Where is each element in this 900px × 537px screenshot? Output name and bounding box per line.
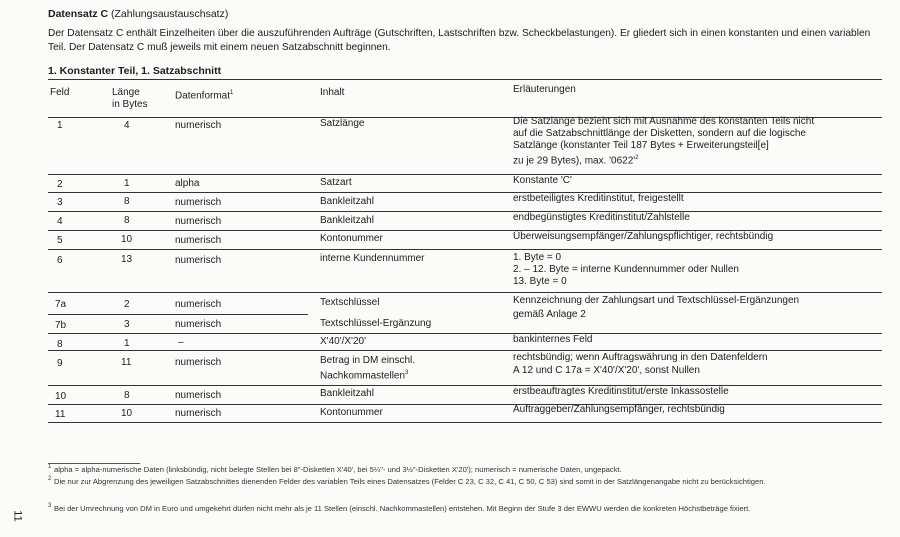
cell-laenge: 10 (121, 408, 133, 419)
cell-erl: Die Satzlänge bezieht sich mit Ausnahme des konstanten Teils nicht (513, 116, 815, 127)
cell-format: numerisch (175, 408, 222, 419)
cell-laenge: 1 (124, 338, 130, 349)
header-feld: Feld (50, 87, 70, 98)
cell-format: numerisch (175, 255, 222, 266)
header-datenformat-text: Datenformat (175, 90, 231, 102)
footnote-text: alpha = alpha-numerische Daten (linksbündig, nicht belegte Stellen bei 8"-Disketten X'40', bei 5¼"- und 3½"-Disketten X'20'); numerisch = numerische Daten, ungepackt. (54, 465, 622, 474)
cell-feld: 2 (57, 179, 63, 190)
section-heading: 1. Konstanter Teil, 1. Satzabschnitt (48, 65, 222, 77)
cell-inhalt: Betrag in DM einschl. (320, 355, 416, 366)
header-erlaeuterungen: Erläuterungen (513, 84, 576, 95)
cell-erl: erstbeauftragtes Kreditinstitut/erste Inkassostelle (513, 386, 729, 397)
cell-inhalt: X'40'/X'20' (320, 336, 367, 347)
cell-feld: 7a (55, 299, 67, 310)
cell-laenge: 10 (121, 234, 133, 245)
footnote-text: Bei der Umrechnung von DM in Euro und umgekehrt dürfen nicht mehr als je 11 Stellen (einschl. Nachkommastellen) entstehen. Mit Beginn der Stufe 3 der EWWU werden die konkreten Höchstbeträge fixiert. (54, 504, 751, 513)
row-divider (48, 249, 882, 250)
footnote (48, 477, 888, 487)
cell-feld: 1 (57, 120, 63, 131)
cell-inhalt-text: Nachkommastellen (320, 370, 406, 382)
cell-erl: bankinternes Feld (513, 334, 593, 345)
cell-erl (513, 152, 639, 167)
footnote-mark: 3 (48, 503, 52, 509)
cell-feld: 3 (57, 197, 63, 208)
cell-format: alpha (175, 178, 200, 189)
row-divider (48, 292, 882, 293)
cell-feld: 11 (55, 409, 66, 420)
cell-laenge: 2 (124, 299, 130, 310)
title-rest: (Zahlungsaustauschsatz) (108, 8, 229, 20)
footnote (48, 504, 888, 514)
row-divider (48, 174, 882, 175)
cell-erl: 2. – 12. Byte = interne Kundennummer oder Nullen (513, 264, 739, 275)
footnote-ref: 2 (635, 155, 639, 161)
cell-erl: rechtsbündig; wenn Auftragswährung in den Datenfeldern (513, 352, 768, 363)
cell-laenge: 8 (124, 215, 130, 226)
row-divider (48, 385, 882, 386)
cell-erl: Satzlänge (konstanter Teil 187 Bytes + Erweiterungsteil[e] (513, 140, 769, 151)
cell-erl: auf die Satzabschnittlänge der Disketten, sondern auf die logische (513, 128, 806, 139)
cell-erl: 13. Byte = 0 (513, 276, 567, 287)
row-divider (48, 211, 882, 212)
cell-laenge: 4 (124, 120, 130, 131)
footnote-ref: 3 (405, 370, 409, 376)
cell-inhalt: Bankleitzahl (320, 196, 374, 207)
cell-feld: 8 (57, 339, 63, 350)
cell-laenge: 3 (124, 319, 130, 330)
cell-format: numerisch (175, 390, 222, 401)
cell-feld: 9 (57, 358, 63, 369)
cell-inhalt: Textschlüssel (320, 297, 380, 308)
cell-erl: Konstante 'C' (513, 175, 572, 186)
cell-inhalt: Satzart (320, 177, 352, 188)
page-title (48, 8, 228, 20)
footnote-text: Die nur zur Abgrenzung des jeweiligen Satzabschnittes dienenden Felder des variablen Teils eines Datensatzes (Felder C 23, C 32, C 41, C 50, C 53) sind somit in der Satzlängenangabe nicht zu berücksichtigen. (54, 477, 766, 486)
header-laenge: Länge (112, 87, 140, 98)
cell-inhalt (320, 367, 408, 382)
cell-feld: 10 (55, 391, 67, 402)
cell-erl: Kennzeichnung der Zahlungsart und Textschlüssel-Ergänzungen (513, 295, 800, 306)
page-number: 11 (11, 510, 24, 522)
cell-format: numerisch (175, 357, 222, 368)
cell-erl: erstbeteiligtes Kreditinstitut, freigestellt (513, 193, 684, 204)
cell-format: numerisch (175, 299, 222, 310)
cell-erl: A 12 und C 17a = X'40'/X'20', sonst Nullen (513, 365, 700, 376)
footnote-rule (48, 463, 140, 464)
intro-paragraph: Der Datensatz C enthält Einzelheiten über die auszuführenden Aufträge (Gutschriften, Lastschriften bzw. Scheckbelastungen). Er gliedert sich in einen konstanten und einen variablen Teil. Der Datensatz C muß jeweils mit einem neuen Satzabschnitt beginnen. (48, 28, 871, 53)
cell-format: numerisch (175, 197, 222, 208)
cell-erl-text: zu je 29 Bytes), max. '0622' (513, 155, 636, 167)
cell-format: numerisch (175, 120, 222, 131)
row-divider (48, 404, 882, 405)
header-datenformat (175, 87, 233, 102)
cell-format: – (178, 337, 184, 348)
cell-inhalt: Kontonummer (320, 233, 383, 244)
row-divider (48, 350, 882, 351)
row-divider-partial (48, 314, 308, 315)
cell-erl: Überweisungsempfänger/Zahlungspflichtiger, rechtsbündig (513, 231, 774, 242)
cell-erl: 1. Byte = 0 (513, 252, 562, 263)
footnote-mark: 1 (48, 464, 52, 470)
cell-format: numerisch (175, 216, 222, 227)
table-bottom-rule (48, 422, 882, 423)
header-laenge-unit: in Bytes (112, 99, 148, 110)
cell-laenge: 11 (121, 357, 132, 368)
cell-erl: Auftraggeber/Zahlungsempfänger, rechtsbündig (513, 404, 725, 415)
cell-feld: 5 (57, 235, 63, 246)
title-bold: Datensatz C (48, 8, 109, 20)
cell-erl: endbegünstigtes Kreditinstitut/Zahlstelle (513, 212, 690, 223)
cell-inhalt: Satzlänge (320, 118, 365, 129)
cell-laenge: 8 (124, 196, 130, 207)
cell-laenge: 8 (124, 390, 130, 401)
cell-inhalt: Bankleitzahl (320, 215, 374, 226)
cell-inhalt: Textschlüssel-Ergänzung (320, 318, 432, 329)
header-inhalt: Inhalt (320, 87, 345, 98)
cell-inhalt: interne Kundennummer (320, 253, 425, 264)
footnote (48, 465, 888, 475)
cell-laenge: 1 (124, 178, 130, 189)
cell-laenge: 13 (121, 254, 133, 265)
row-divider (48, 192, 882, 193)
table-top-rule (48, 79, 882, 80)
cell-feld: 4 (57, 216, 63, 227)
footnote-mark: 2 (48, 476, 52, 482)
footnote-ref: 1 (230, 90, 234, 96)
row-divider (48, 333, 882, 334)
cell-erl: gemäß Anlage 2 (513, 309, 586, 320)
cell-inhalt: Bankleitzahl (320, 388, 374, 399)
cell-format: numerisch (175, 235, 222, 246)
cell-feld: 7b (55, 320, 67, 331)
cell-format: numerisch (175, 319, 222, 330)
cell-feld: 6 (57, 255, 63, 266)
cell-inhalt: Kontonummer (320, 407, 383, 418)
